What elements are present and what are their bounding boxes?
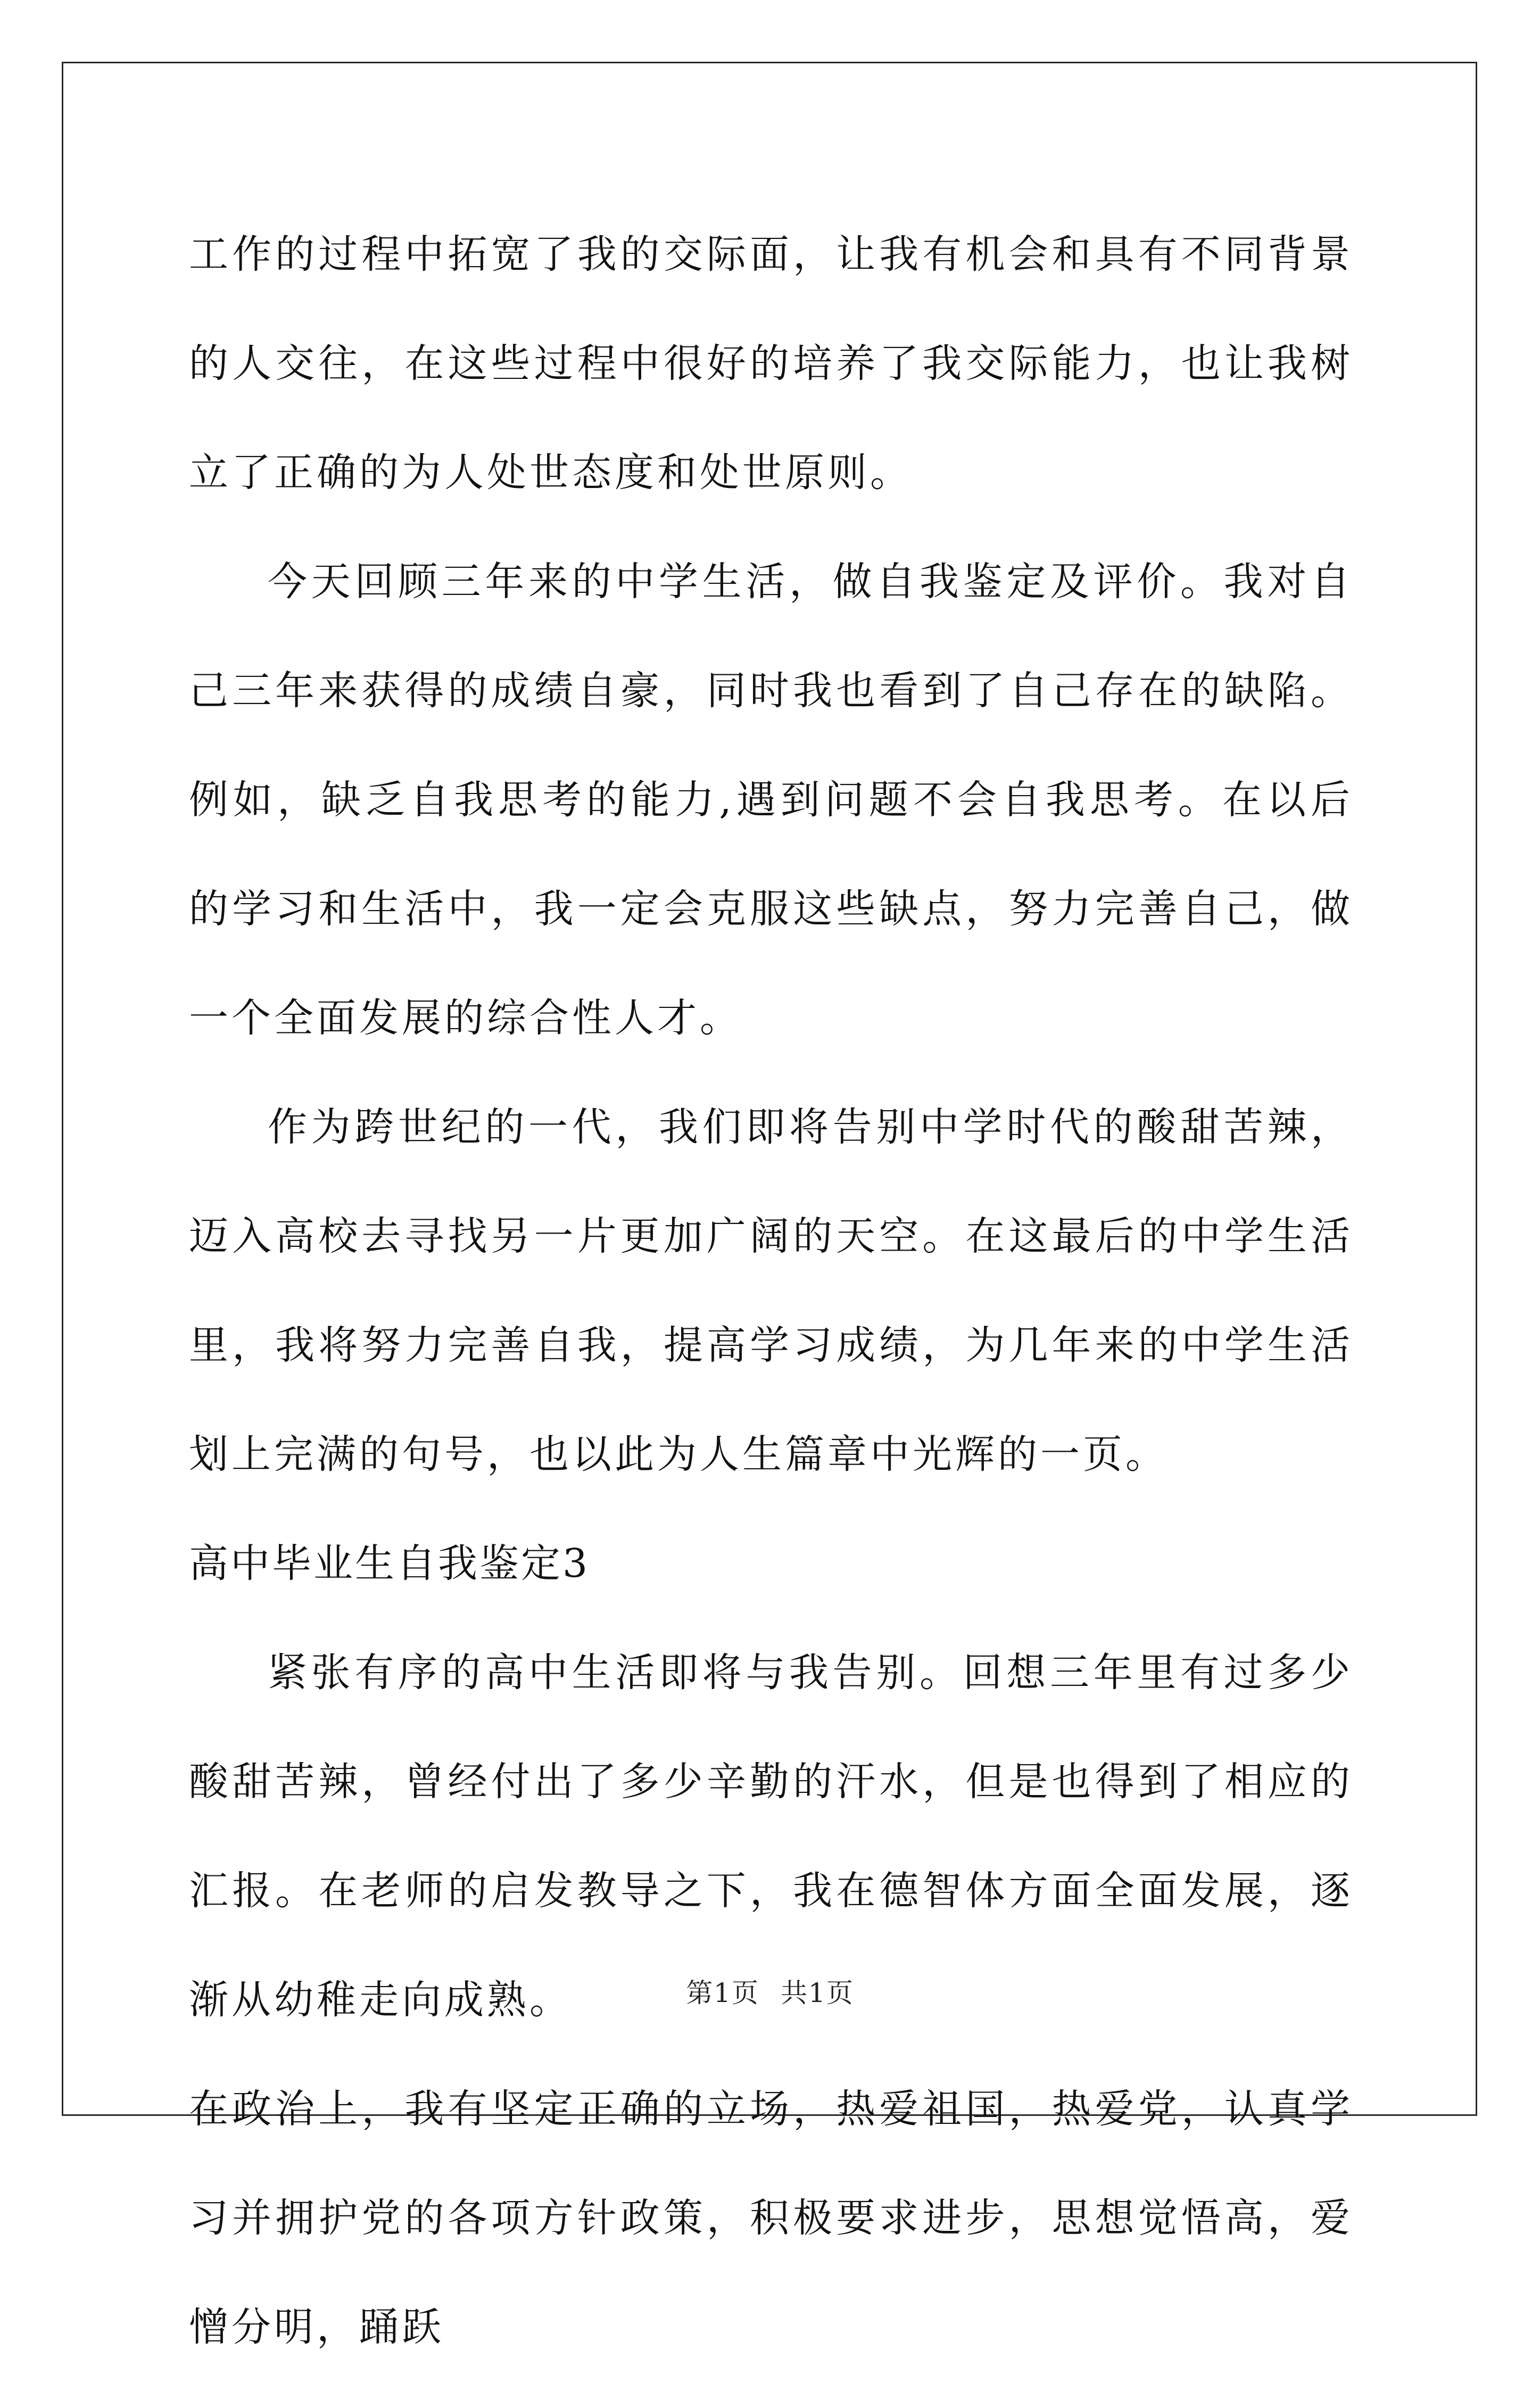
page-number: 第1页 <box>686 1978 759 2008</box>
paragraph-3: 作为跨世纪的一代，我们即将告别中学时代的酸甜苦辣，迈入高校去寻找另一片更加广阔的天空。在这最后的中学生活里，我将努力完善自我，提高学习成绩，为几年来的中学生活划上完满的句号，也以此为人生篇章中光辉的一页。 <box>189 1104 1353 1477</box>
paragraph-5: 在政治上，我有坚定正确的立场，热爱祖国，热爱党，认真学习并拥护党的各项方针政策，积极要求进步，思想觉悟高，爱憎分明，踊跃 <box>189 2086 1353 2350</box>
paragraph-2: 今天回顾三年来的中学生活，做自我鉴定及评价。我对自己三年来获得的成绩自豪，同时我也看到了自己存在的缺陷。例如，缺乏自我思考的能力,遇到问题不会自我思考。在以后的学习和生活中，我一定会克服这些缺点，努力完善自己，做一个全面发展的综合性人才。 <box>189 559 1353 1041</box>
paragraph-4: 紧张有序的高中生活即将与我告别。回想三年里有过多少酸甜苦辣，曾经付出了多少辛勤的汗水，但是也得到了相应的汇报。在老师的启发教导之下，我在德智体方面全面发展，逐渐从幼稚走向成熟。 <box>189 1650 1353 2023</box>
paragraph-1: 工作的过程中拓宽了我的交际面，让我有机会和具有不同背景的人交往，在这些过程中很好的培养了我交际能力，也让我树立了正确的为人处世态度和处世原则。 <box>189 231 1353 495</box>
document-body <box>189 200 1353 2382</box>
page-total: 共1页 <box>781 1978 854 2008</box>
section-heading: 高中毕业生自我鉴定3 <box>189 1541 590 1586</box>
page-footer <box>0 1972 1540 2010</box>
